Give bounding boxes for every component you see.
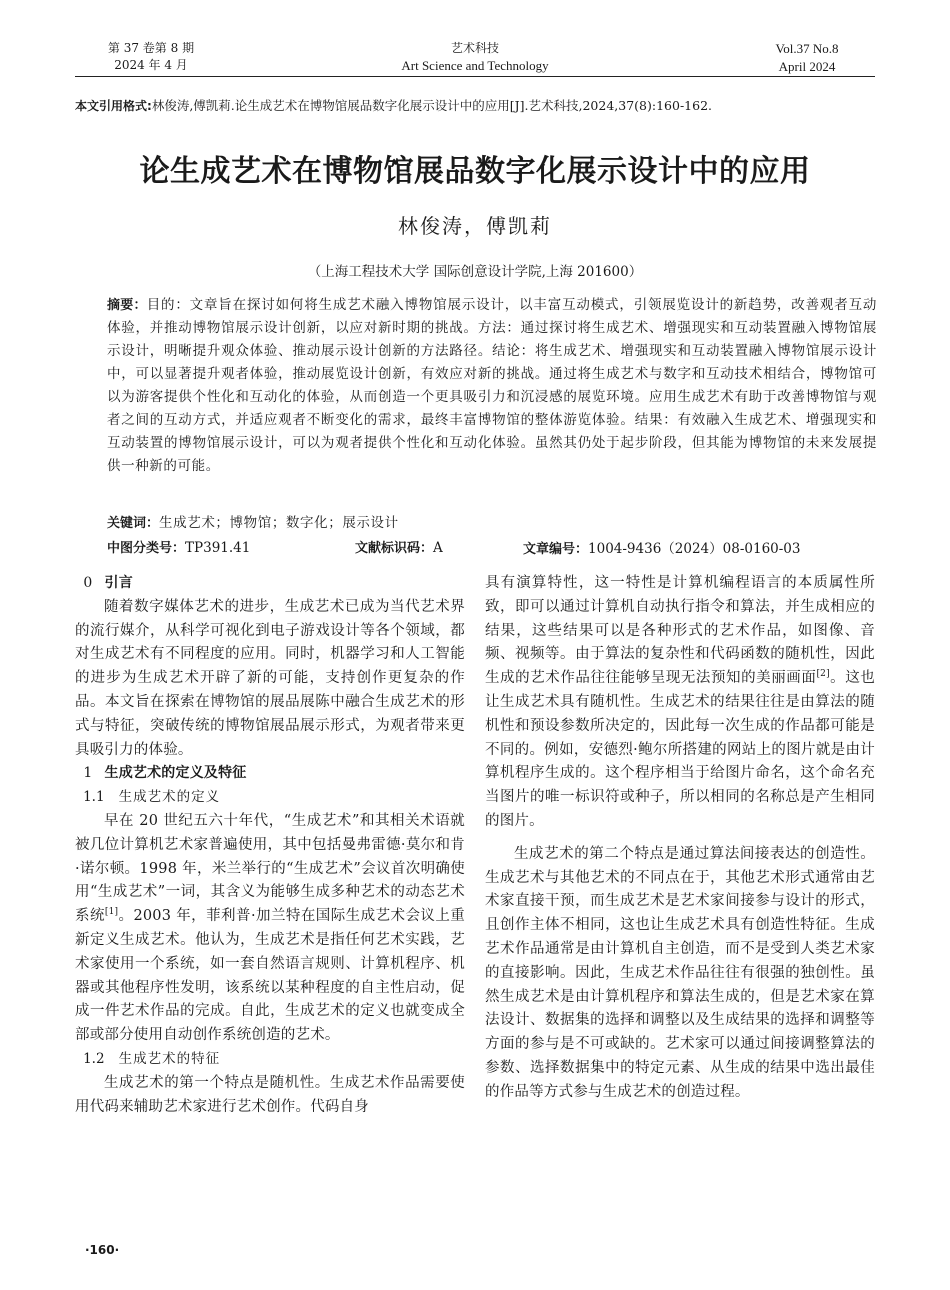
section-heading-1: 1 生成艺术的定义及特征 [83,765,247,782]
article-number-label: 文章编号： [523,542,589,557]
article-number-value: 1004-9436（2024）08-0160-03 [588,541,801,557]
article-title: 论生成艺术在博物馆展品数字化展示设计中的应用 [139,154,811,189]
header-rule [75,76,875,77]
clc-value: TP391.41 [185,540,251,556]
citation-line [75,96,895,114]
citation-label: 本文引用格式: [75,99,152,113]
doc-label: 文献标识码： [355,541,434,556]
paragraph-randomness-cont: 具有演算特性，这一特性是计算机编程语言的本质属性所致，即可以通过计算机自动执行指令和算法，并生成相应的结果，这些结果可以是各种形式的艺术作品，如图像、音频、视频等。由于算法的复杂性和代码函数的随机性，因此生成的艺术作品往往能够呈现无法预知的美丽画面[2]。这也让生成艺术具有随机性。生成艺术的结果往往是由算法的随机性和预设参数所决定的，因此每一次生成的作品都可能是不同的。例如，安德烈·鲍尔所搭建的网站上的图片就是由计算机程序生成的。这个程序相当于给图片命名，这个命名充当图片的唯一标识符或种子，所以相同的名称总是产生相同的图片。 [485,575,875,829]
document-code [355,537,443,556]
abstract-text: 目的：文章旨在探讨如何将生成艺术融入博物馆展示设计，以丰富互动模式，引领展览设计的新趋势，改善观者互动体验，并推动博物馆展示设计创新，以应对新时期的挑战。方法：通过探讨将生成艺术、增强现实和互动装置融入博物馆展示设计，明晰提升观众体验、推动展示设计创新的方法路径。结论：将生成艺术、增强现实和互动装置融入博物馆展示设计中，可以显著提升观者体验，推动展览设计创新，有效应对新的挑战。通过将生成艺术与数字和互动技术相结合，博物馆可以为游客提供个性化和互动化的体验，从而创造一个更具吸引力和沉浸感的展览环境。应用生成艺术有助于改善博物馆与观者之间的互动方式，并适应观者不断变化的需求，最终丰富博物馆的整体游览体验。结果：有效融入生成艺术、增强现实和互动装置的博物馆展示设计，可以为观者提供个性化和互动化体验。虽然其仍处于起步阶段，但其能为博物馆的未来发展提供一种新的可能。 [107,297,877,474]
body-left-column [75,572,465,1119]
header-volume-en [752,40,862,76]
header-journal [380,40,570,74]
subsection-heading-1-2: 1.2 生成艺术的特征 [83,1050,221,1067]
authors: 林俊涛，傅凯莉 [398,214,552,238]
doc-value: A [433,540,443,556]
journal-name-cn: 艺术科技 [450,41,499,55]
paragraph-randomness-start: 生成艺术的第一个特点是随机性。生成艺术作品需要使用代码来辅助艺术家进行艺术创作。代码自身 [75,1074,465,1115]
abstract-label: 摘要： [107,298,147,313]
page-number: ·160· [85,1243,120,1257]
keywords-label: 关键词： [107,516,160,531]
header-date-en: April 2024 [778,59,836,74]
paragraph-definition: 早在 20 世纪五六十年代，“生成艺术”和其相关术语就被几位计算机艺术家普遍使用，其中包括曼弗雷德·莫尔和肯·诺尔顿。1998 年，米兰举行的“生成艺术”会议首次明确使用“生成艺术”一词，其含义为能够生成多种艺术的动态艺术系统[1]。2003 年，菲利普·加兰特在国际生成艺术会议上重新定义生成艺术。他认为，生成艺术是指任何艺术实践，艺术家使用一个系统，如一套自然语言规则、计算机程序、机器或其他程序性发明，该系统以某种程度的自主性启动，促成一件艺术作品的完成。自此，生成艺术的定义也就变成全部或部分使用自动创作系统创造的艺术。 [75,812,465,1044]
header-volume-cn [103,40,199,74]
keywords [107,511,399,531]
clc-number [107,537,250,556]
reference-marker-2: [2] [816,669,830,680]
paragraph-creativity: 生成艺术的第二个特点是通过算法间接表达的创造性。生成艺术与其他艺术的不同点在于，其他艺术形式通常由艺术家直接干预，而生成艺术是艺术家间接参与设计的形式，且创作主体不相同，这也让生成艺术具有创造性特征。生成艺术作品通常是由计算机自主创造，而不是受到人类艺术家的直接影响。因此，生成艺术作品往往有很强的独创性。虽然生成艺术是由计算机程序和算法生成的，但是艺术家在算法设计、数据集的选择和调整以及生成结果的选择和调整等方面的参与是不可或缺的。艺术家可以通过间接调整算法的参数、选择数据集中的特定元素、从生成的结果中选出最佳的作品等方式参与生成艺术的创造过程。 [485,845,875,1100]
body-right-column [485,572,875,1105]
header-vol-cn: 第 37 卷第 8 期 [107,41,195,55]
journal-name-en: Art Science and Technology [401,58,549,73]
citation-text: 林俊涛,傅凯莉.论生成艺术在博物馆展品数字化展示设计中的应用[J].艺术科技,2024,37(8):160-162. [151,98,712,113]
article-number [523,537,800,557]
reference-marker-1: [1] [104,907,119,918]
header-date-cn: 2024 年 4 月 [114,58,188,72]
header-vol-en: Vol.37 No.8 [775,41,839,56]
affiliation: （上海工程技术大学 国际创意设计学院,上海 201600） [307,264,643,280]
abstract [107,294,877,478]
clc-label: 中图分类号： [107,541,186,556]
paragraph-intro: 随着数字媒体艺术的进步，生成艺术已成为当代艺术界的流行媒介，从科学可视化到电子游戏设计等各个领域，都对生成艺术有不同程度的应用。同时，机器学习和人工智能的进步为生成艺术开辟了新的可能，支持创作更复杂的作品。本文旨在探索在博物馆的展品展陈中融合生成艺术的形式与特征，突破传统的博物馆展品展示形式，为观者带来更具吸引力的体验。 [75,598,465,758]
keywords-text: 生成艺术；博物馆；数字化；展示设计 [159,515,399,531]
section-heading-0: 0 引言 [83,575,133,591]
subsection-heading-1-1: 1.1 生成艺术的定义 [83,789,221,806]
